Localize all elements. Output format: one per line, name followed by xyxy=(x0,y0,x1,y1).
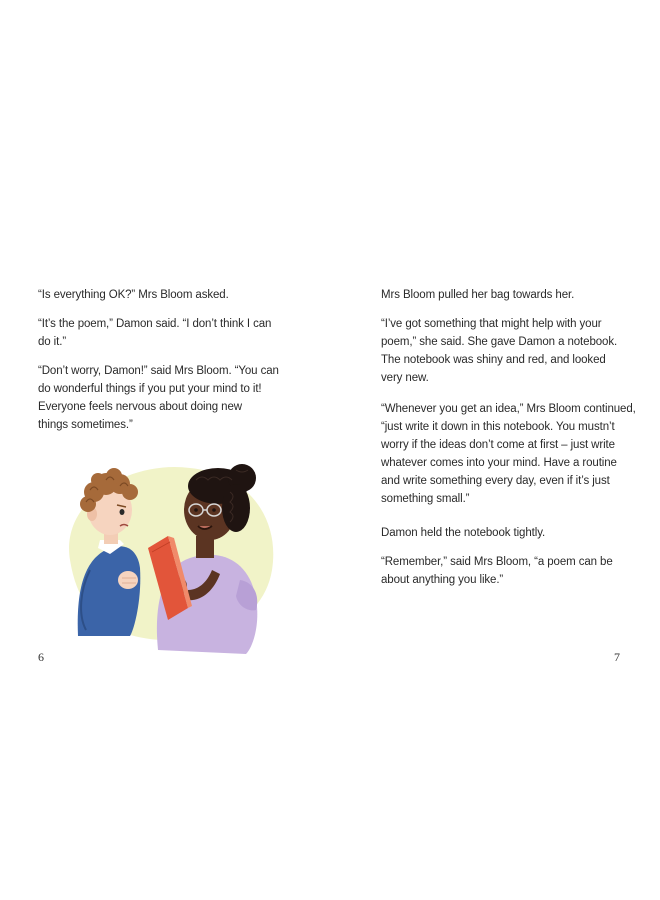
text-line: Mrs Bloom pulled her bag towards her. xyxy=(381,289,575,301)
text-line: “Remember,” said Mrs Bloom, “a poem can be xyxy=(381,556,613,568)
text-line: “I’ve got something that might help with your xyxy=(381,318,602,330)
text-line: very new. xyxy=(381,372,429,384)
text-line: do wonderful things if you put your mind to it! xyxy=(38,383,262,395)
paragraph xyxy=(38,315,288,351)
text-line: Damon held the notebook tightly. xyxy=(381,527,546,539)
paragraph xyxy=(381,286,631,304)
paragraph xyxy=(38,286,288,304)
page-number-left: 6 xyxy=(38,650,44,664)
text-line: about anything you like.” xyxy=(381,574,504,586)
text-line: “Is everything OK?” Mrs Bloom asked. xyxy=(38,289,229,301)
text-line: “just write it down in this notebook. You mustn’t xyxy=(381,421,615,433)
page-number-right: 7 xyxy=(614,650,620,664)
illustration xyxy=(50,440,290,665)
text-line: “Whenever you get an idea,” Mrs Bloom continued, xyxy=(381,403,636,415)
text-line: and write something every day, even if it’s just xyxy=(381,475,610,487)
paragraph xyxy=(381,553,631,589)
paragraph xyxy=(381,524,631,542)
paragraph xyxy=(381,315,631,387)
text-line: things sometimes.” xyxy=(38,419,133,431)
text-line: worry if the ideas don’t come at first – just write xyxy=(381,439,615,451)
text-line: do it.” xyxy=(38,336,67,348)
text-line: “It’s the poem,” Damon said. “I don’t think I can xyxy=(38,318,272,330)
text-line: whatever comes into your mind. Have a routine xyxy=(381,457,617,469)
text-line: something small.” xyxy=(381,493,470,505)
text-line: The notebook was shiny and red, and looked xyxy=(381,354,606,366)
paragraph xyxy=(38,362,288,434)
paragraph xyxy=(381,400,636,508)
text-line: poem,” she said. She gave Damon a notebook. xyxy=(381,336,618,348)
text-line: Everyone feels nervous about doing new xyxy=(38,401,242,413)
right-page xyxy=(330,0,660,900)
text-line: “Don’t worry, Damon!” said Mrs Bloom. “You can xyxy=(38,365,279,377)
